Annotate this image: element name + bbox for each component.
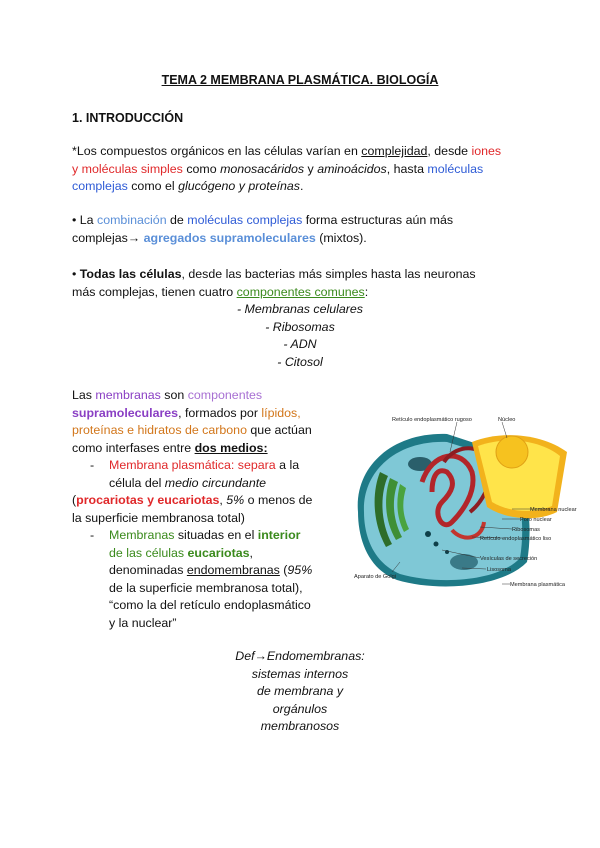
definition-endomembranas (180, 648, 420, 736)
term-complejidad: complejidad (361, 144, 428, 158)
definition-line: de membrana y (256, 684, 344, 698)
section-heading-introduccion: 1. INTRODUCCIÓN (72, 111, 184, 125)
paragraph-compuestos (72, 143, 542, 196)
term-membranas: Membranas (109, 528, 175, 542)
definition-line: sistemas internos (251, 666, 349, 681)
vesicle-shape (425, 531, 431, 537)
text: como (182, 161, 221, 176)
text: y (304, 161, 318, 176)
term-glucogeno: glucógeno y proteínas (178, 179, 301, 193)
text: forma estructuras aún más (302, 213, 454, 227)
paragraph-membranas (72, 387, 352, 457)
text: , formados por (178, 405, 262, 420)
list-dash: - (90, 458, 95, 472)
term-agregados-supramoleculares: agregados supramoleculares (143, 230, 316, 245)
text: : (364, 284, 369, 299)
list-item: - ADN (283, 337, 317, 351)
definition-line: orgánulos (272, 701, 328, 716)
term-todas-las-celulas: Todas las células (79, 267, 182, 281)
text: y la nuclear” (109, 615, 177, 630)
list-item: - Membranas celulares (236, 302, 364, 316)
text: *Los compuestos orgánicos en las células varían en (72, 144, 362, 158)
term-endomembranas: endomembranas (186, 563, 280, 577)
text: “como la del retículo endoplasmático (109, 598, 311, 612)
term-monosacaridos: monosacáridos (220, 161, 305, 176)
term-dos-medios: dos medios: (194, 440, 268, 455)
bullet: • La (72, 213, 98, 227)
text: complejas→ (72, 230, 144, 245)
label-lisosoma: Lisosoma (487, 567, 511, 573)
list-item-membrana-plasmatica (72, 457, 362, 527)
label-nucleo: Núcleo (498, 417, 516, 423)
label-ribosomas: Ribosomas (512, 527, 540, 533)
text: , desde (427, 144, 472, 158)
term-medio-circundante: medio circundante (164, 475, 267, 490)
label-membrana-nuclear: Membrana nuclear (530, 507, 577, 513)
term-combinacion: combinación (97, 213, 167, 227)
paragraph-todas-las-celulas (72, 266, 542, 301)
text: como interfases entre (72, 440, 195, 455)
text: , desde las bacterias más simples hasta las neuronas (181, 267, 476, 281)
definition-line: Def→Endomembranas: (235, 649, 365, 663)
list-item: - Citosol (277, 354, 323, 369)
list-item: - Ribosomas (265, 319, 335, 334)
term-lipidos: lípidos, (261, 405, 301, 420)
text: de (166, 213, 188, 227)
term-moleculas: moléculas (427, 161, 484, 176)
text: , (249, 545, 253, 560)
definition-line: membranosos (260, 719, 340, 733)
term-95-percent: 95% (287, 563, 313, 577)
term-componentes-comunes: componentes comunes (236, 284, 365, 299)
text: denominadas (109, 563, 187, 577)
term-membranas: membranas (95, 388, 161, 402)
term-moleculas-simples: moléculas simples (81, 161, 183, 176)
text: , (219, 493, 227, 507)
term-eucariotas: eucariotas (187, 545, 250, 560)
text: de la superficie membranosa total), (109, 580, 303, 595)
term-componentes: componentes (187, 388, 263, 402)
term-complejas: complejas (72, 179, 128, 193)
text: más complejas, tienen cuatro (72, 284, 237, 299)
page-title: TEMA 2 MEMBRANA PLASMÁTICA. BIOLOGÍA (161, 73, 439, 87)
bullet: • (72, 267, 80, 281)
term-aminoacidos: aminoácidos (317, 161, 387, 176)
paragraph-combinacion (72, 212, 542, 247)
text: o menos de (244, 493, 313, 507)
text: la superficie membranosa total) (72, 510, 245, 525)
list-item-endomembranas (109, 527, 369, 632)
vesicle-shape (434, 542, 439, 547)
text: ( (72, 493, 77, 507)
term-membrana-plasmatica: Membrana plasmática: separa (109, 458, 276, 472)
text: y (72, 161, 82, 176)
list-dash: - (90, 528, 95, 542)
term-proteinas-hidratos: proteínas e hidratos de carbono (72, 423, 247, 437)
text: a la (275, 458, 300, 472)
cell-diagram-figure (352, 412, 592, 594)
text: , hasta (386, 161, 428, 176)
text: ( (279, 563, 288, 577)
organelle-shape (450, 554, 478, 570)
term-supramoleculares: supramoleculares (72, 405, 179, 420)
term-procariotas-eucariotas: procariotas y eucariotas (76, 493, 220, 507)
term-5-percent: 5% (226, 493, 245, 507)
label-vesiculas: Vesículas de secreción (480, 556, 538, 562)
text: son (160, 388, 188, 402)
term-interior: interior (257, 528, 301, 542)
text: Las (72, 388, 96, 402)
text: de las células (109, 545, 188, 560)
term-iones: iones (471, 144, 502, 158)
label-rel: Retículo endoplasmático liso (480, 536, 552, 542)
label-poro-nuclear: Poro nuclear (520, 517, 552, 523)
text: (mixtos). (315, 230, 367, 245)
label-golgi: Aparato de Golgi (354, 574, 396, 580)
nucleolus-shape (496, 436, 528, 468)
label-membrana-plasmatica: Membrana plasmática (510, 582, 566, 588)
label-rer: Retículo endoplasmático rugoso (392, 417, 472, 423)
term-moleculas-complejas: moléculas complejas (187, 213, 303, 227)
text: como el (127, 179, 179, 193)
components-list (150, 301, 450, 371)
text: célula del (109, 475, 165, 490)
text: . (300, 179, 304, 193)
text: situadas en el (174, 528, 258, 542)
text: que actúan (246, 423, 312, 437)
